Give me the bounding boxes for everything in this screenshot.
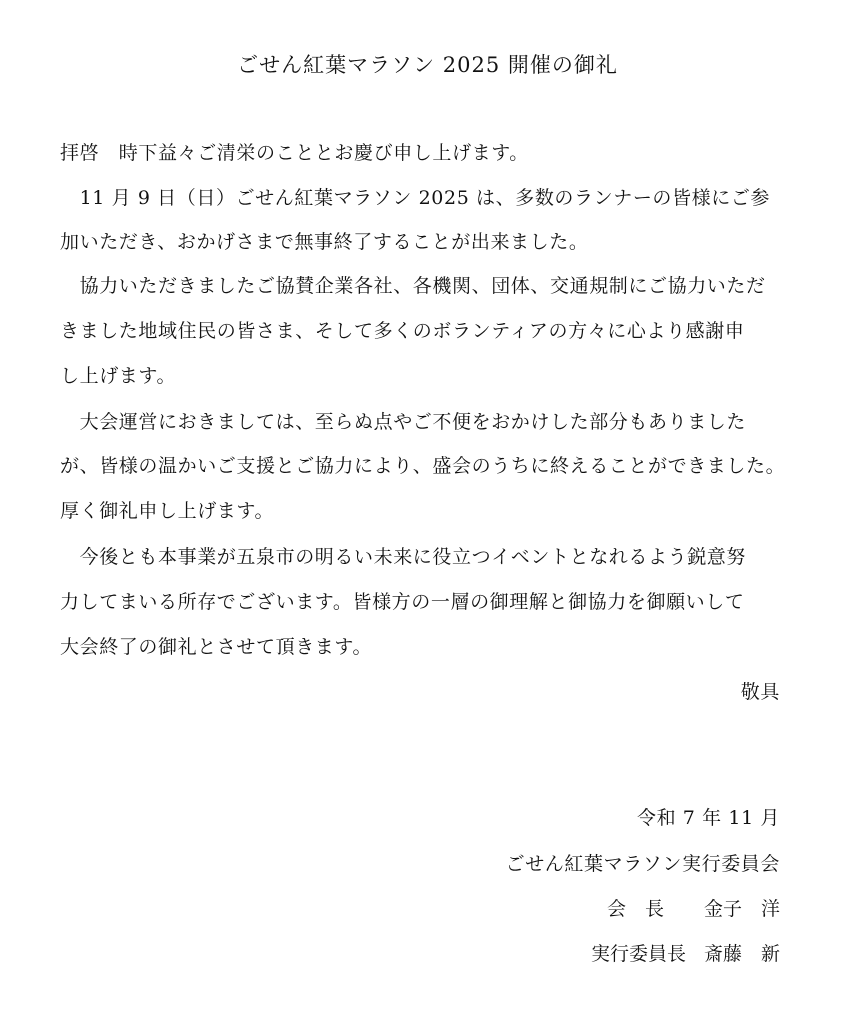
body-line: 協力いただきましたご協賛企業各社、各機関、団体、交通規制にご協力いただ <box>60 275 766 297</box>
signatory-name: 斎藤 新 <box>703 943 780 965</box>
closing-keigu: 敬具 <box>740 681 780 703</box>
signatory-name: 金子 洋 <box>703 898 780 920</box>
signatory-committee-chair <box>591 940 780 968</box>
body-line: 力してまいる所存でございます。皆様方の一層の御理解と御協力を御願いして <box>60 591 745 613</box>
body-line: きました地域住民の皆さま、そして多くのボランティアの方々に心より感謝申 <box>60 320 745 342</box>
signatory-role: 会 長 <box>606 898 664 920</box>
organization-name: ごせん紅葉マラソン実行委員会 <box>505 853 780 875</box>
date-line: 令和 7 年 11 月 <box>636 807 780 829</box>
signatory-role: 実行委員長 <box>590 943 686 965</box>
body-line: し上げます。 <box>60 365 177 387</box>
body-line: 大会運営におきましては、至らぬ点やご不便をおかけした部分もありました <box>60 411 747 433</box>
signatory-chairman <box>607 895 780 923</box>
body-line: 大会終了の御礼とさせて頂きます。 <box>60 636 373 658</box>
body-line: 今後とも本事業が五泉市の明るい未来に役立つイベントとなれるよう鋭意努 <box>60 546 747 568</box>
body-line: が、皆様の温かいご支援とご協力により、盛会のうちに終えることができました。 <box>60 455 786 477</box>
body-line: 加いただき、おかげさまで無事終了することが出来ました。 <box>60 231 589 253</box>
body-line: 拝啓 時下益々ご清栄のこととお慶び申し上げます。 <box>60 142 529 164</box>
body-line: 11 月 9 日（日）ごせん紅葉マラソン 2025 は、多数のランナーの皆様にご参 <box>60 187 771 209</box>
body-line: 厚く御礼申し上げます。 <box>60 500 275 522</box>
document-title: ごせん紅葉マラソン 2025 開催の御礼 <box>237 53 618 77</box>
